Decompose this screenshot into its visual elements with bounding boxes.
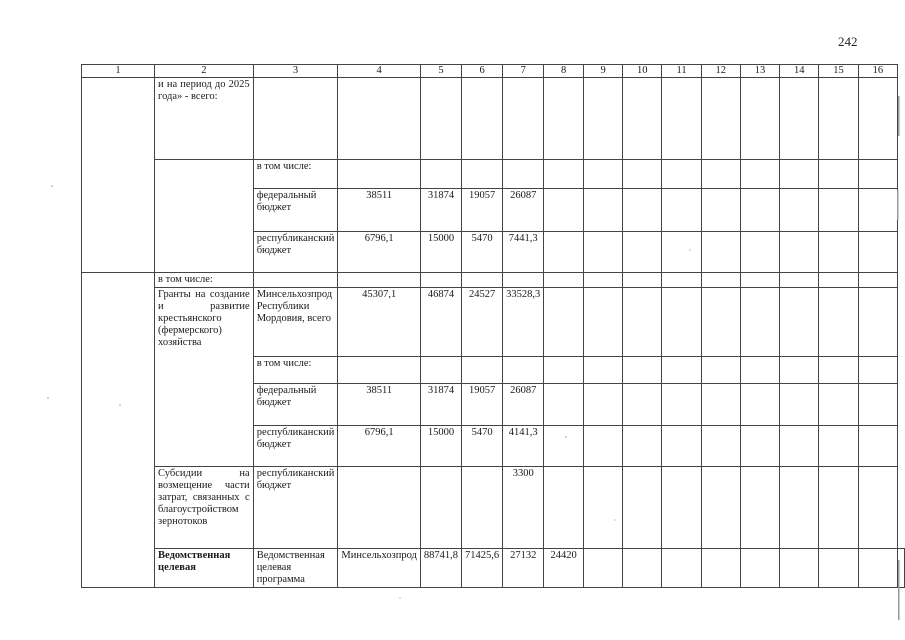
funding-source-cell: республиканский бюджет [253,232,338,273]
value-cell: 71425,6 [462,549,503,588]
header-cell: 4 [338,65,420,78]
value-cell [420,78,461,160]
table-cell [82,78,155,273]
program-name-cell: Субсидии на возмещение части затрат, связанных с благоустройством зернотоков [155,467,254,549]
header-cell: 14 [780,65,819,78]
value-cell: 38511 [338,189,420,232]
table-row [82,549,905,588]
value-cell: 4141,3 [503,426,544,467]
header-cell: 5 [420,65,461,78]
value-cell: 26087 [503,384,544,426]
value-cell: 27132 [503,549,544,588]
header-cell: 13 [740,65,779,78]
value-cell [503,78,544,160]
header-cell: 6 [462,65,503,78]
program-name-cell: и на период до 2025 года» - всего: [155,78,254,160]
funding-source-cell: в том числе: [253,357,338,384]
value-cell: 7441,3 [503,232,544,273]
header-cell: 2 [155,65,254,78]
value-cell: 6796,1 [338,426,420,467]
header-cell: 7 [503,65,544,78]
table-cell [82,273,155,588]
value-cell: 6796,1 [338,232,420,273]
value-cell [420,467,461,549]
program-name-cell: Ведомственная целевая программа [253,549,338,588]
value-cell: 19057 [462,384,503,426]
table-cell [253,78,338,160]
value-cell [462,78,503,160]
header-cell: 10 [623,65,662,78]
value-cell: 88741,8 [420,549,461,588]
program-type-cell: Ведомственная целевая [155,549,254,588]
header-cell: 16 [858,65,897,78]
table-row [82,160,905,189]
program-name-cell: Гранты на создание и развитие крестьянского (фермерского) хозяйства [155,288,254,467]
header-cell: 8 [544,65,584,78]
column-number-row [82,65,905,78]
value-cell: 31874 [420,189,461,232]
table-row [82,467,905,549]
header-cell: 12 [701,65,740,78]
value-cell: 15000 [420,426,461,467]
value-cell [338,467,420,549]
value-cell: 46874 [420,288,461,357]
value-cell: 24420 [544,549,584,588]
value-cell: 33528,3 [503,288,544,357]
header-cell: 11 [662,65,701,78]
value-cell: 38511 [338,384,420,426]
program-name-cell: в том числе: [155,273,254,288]
funding-source-cell: Минсельхозпрод [338,549,420,588]
value-cell: 24527 [462,288,503,357]
table-row [82,288,905,357]
header-cell: 3 [253,65,338,78]
value-cell: 45307,1 [338,288,420,357]
budget-table [81,64,905,588]
table-cell [155,160,254,273]
table-row [82,78,905,160]
header-cell: 15 [819,65,858,78]
value-cell: 3300 [503,467,544,549]
header-cell: 9 [584,65,623,78]
value-cell [338,78,420,160]
funding-source-cell: Минсельхозпрод Республики Мордовия, всего [253,288,338,357]
value-cell: 26087 [503,189,544,232]
value-cell [462,467,503,549]
funding-source-cell: федеральный бюджет [253,189,338,232]
value-cell: 19057 [462,189,503,232]
funding-source-cell: республиканский бюджет [253,426,338,467]
funding-source-cell: республиканский бюджет [253,467,338,549]
page-number: 242 [838,34,858,49]
value-cell: 5470 [462,232,503,273]
table-row [82,273,905,288]
value-cell: 31874 [420,384,461,426]
funding-source-cell: в том числе: [253,160,338,189]
value-cell: 15000 [420,232,461,273]
funding-source-cell: федеральный бюджет [253,384,338,426]
value-cell: 5470 [462,426,503,467]
header-cell: 1 [82,65,155,78]
